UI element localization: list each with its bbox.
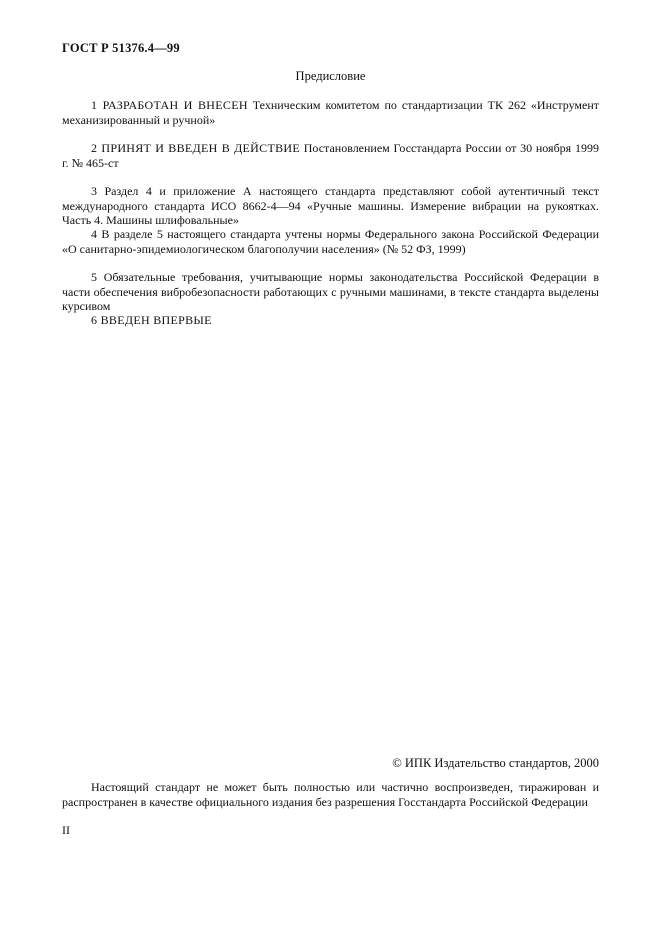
reproduction-notice: Настоящий стандарт не может быть полностью или частично воспроизведен, тиражирован и распространен в качестве официального издания без разрешения Госстандарта Российской Федерации xyxy=(62,780,599,809)
page-number: II xyxy=(62,823,70,837)
preface-item-1-lead: 1 РАЗРАБОТАН И ВНЕСЕН xyxy=(91,98,248,112)
preface-title: Предисловие xyxy=(295,69,366,83)
preface-item-6 xyxy=(62,313,599,328)
preface-item-4 xyxy=(62,227,599,256)
preface-item-5-text: 5 Обязательные требования, учитывающие нормы законодательства Российской Федерации в части обеспечения вибробезопасности работающих с ручными машинами, в тексте стандарта выделены курсивом xyxy=(62,270,599,313)
document-code: ГОСТ Р 51376.4—99 xyxy=(62,41,180,55)
preface-item-2 xyxy=(62,141,599,170)
preface-item-2-lead: 2 ПРИНЯТ И ВВЕДЕН В ДЕЙСТВИЕ xyxy=(91,141,300,155)
copyright-notice: © ИПК Издательство стандартов, 2000 xyxy=(392,756,599,770)
preface-item-1-text: Техническим комитетом по стандартизации ТК 262 «Инструмент механизированный и ручной» xyxy=(62,98,600,127)
preface-item-1 xyxy=(62,98,599,127)
preface-item-2-text: Постановлением Госстандарта России от 30 ноября 1999 г. № 465-ст xyxy=(62,141,599,170)
preface-item-3 xyxy=(62,184,599,228)
preface-item-3-text: 3 Раздел 4 и приложение А настоящего стандарта представляют собой аутентичный текст международного стандарта ИСО 8662-4—94 «Ручные машины. Измерение вибрации на рукоятках. Часть 4. Машины шлифовальные» xyxy=(62,184,599,227)
preface-item-5 xyxy=(62,270,599,314)
preface-item-6-lead: 6 ВВЕДЕН ВПЕРВЫЕ xyxy=(91,313,212,327)
preface-item-4-text: 4 В разделе 5 настоящего стандарта учтены нормы Федерального закона Российской Федерации «О санитарно-эпидемиологическом благополучии населения» (№ 52 ФЗ, 1999) xyxy=(62,227,599,256)
